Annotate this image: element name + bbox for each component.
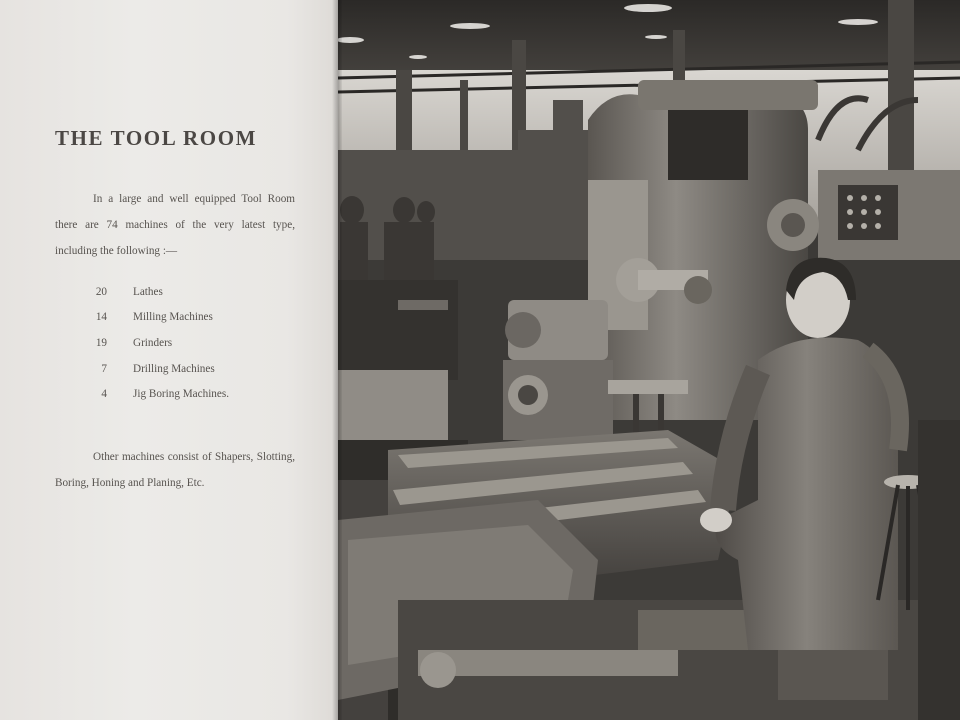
machine-quantity: 20 (95, 285, 107, 298)
machine-quantity: 4 (101, 388, 107, 401)
machine-name: Milling Machines (133, 311, 213, 324)
photo-illustration (338, 0, 960, 720)
machine-quantity: 14 (95, 311, 107, 324)
list-item (87, 356, 307, 382)
machine-name: Lathes (133, 285, 163, 298)
outro-paragraph: Other machines consist of Shapers, Slotting, Boring, Honing and Planing, Etc. (55, 451, 295, 490)
intro-paragraph: In a large and well equipped Tool Room there are 74 machines of the very latest type, including the following :— (55, 193, 295, 258)
page-fold (332, 0, 342, 720)
list-item (87, 305, 307, 331)
machine-name: Jig Boring Machines. (133, 388, 230, 401)
page-heading: THE TOOL ROOM (55, 126, 258, 150)
machine-name: Drilling Machines (133, 362, 215, 375)
list-item (87, 330, 307, 356)
machine-quantity: 19 (95, 336, 107, 349)
list-item (87, 381, 307, 407)
machine-name: Grinders (133, 336, 173, 349)
machine-list (87, 279, 307, 407)
list-item (87, 279, 307, 305)
machine-quantity: 7 (101, 362, 107, 375)
text-page (0, 0, 338, 720)
tool-room-photograph (338, 0, 960, 720)
